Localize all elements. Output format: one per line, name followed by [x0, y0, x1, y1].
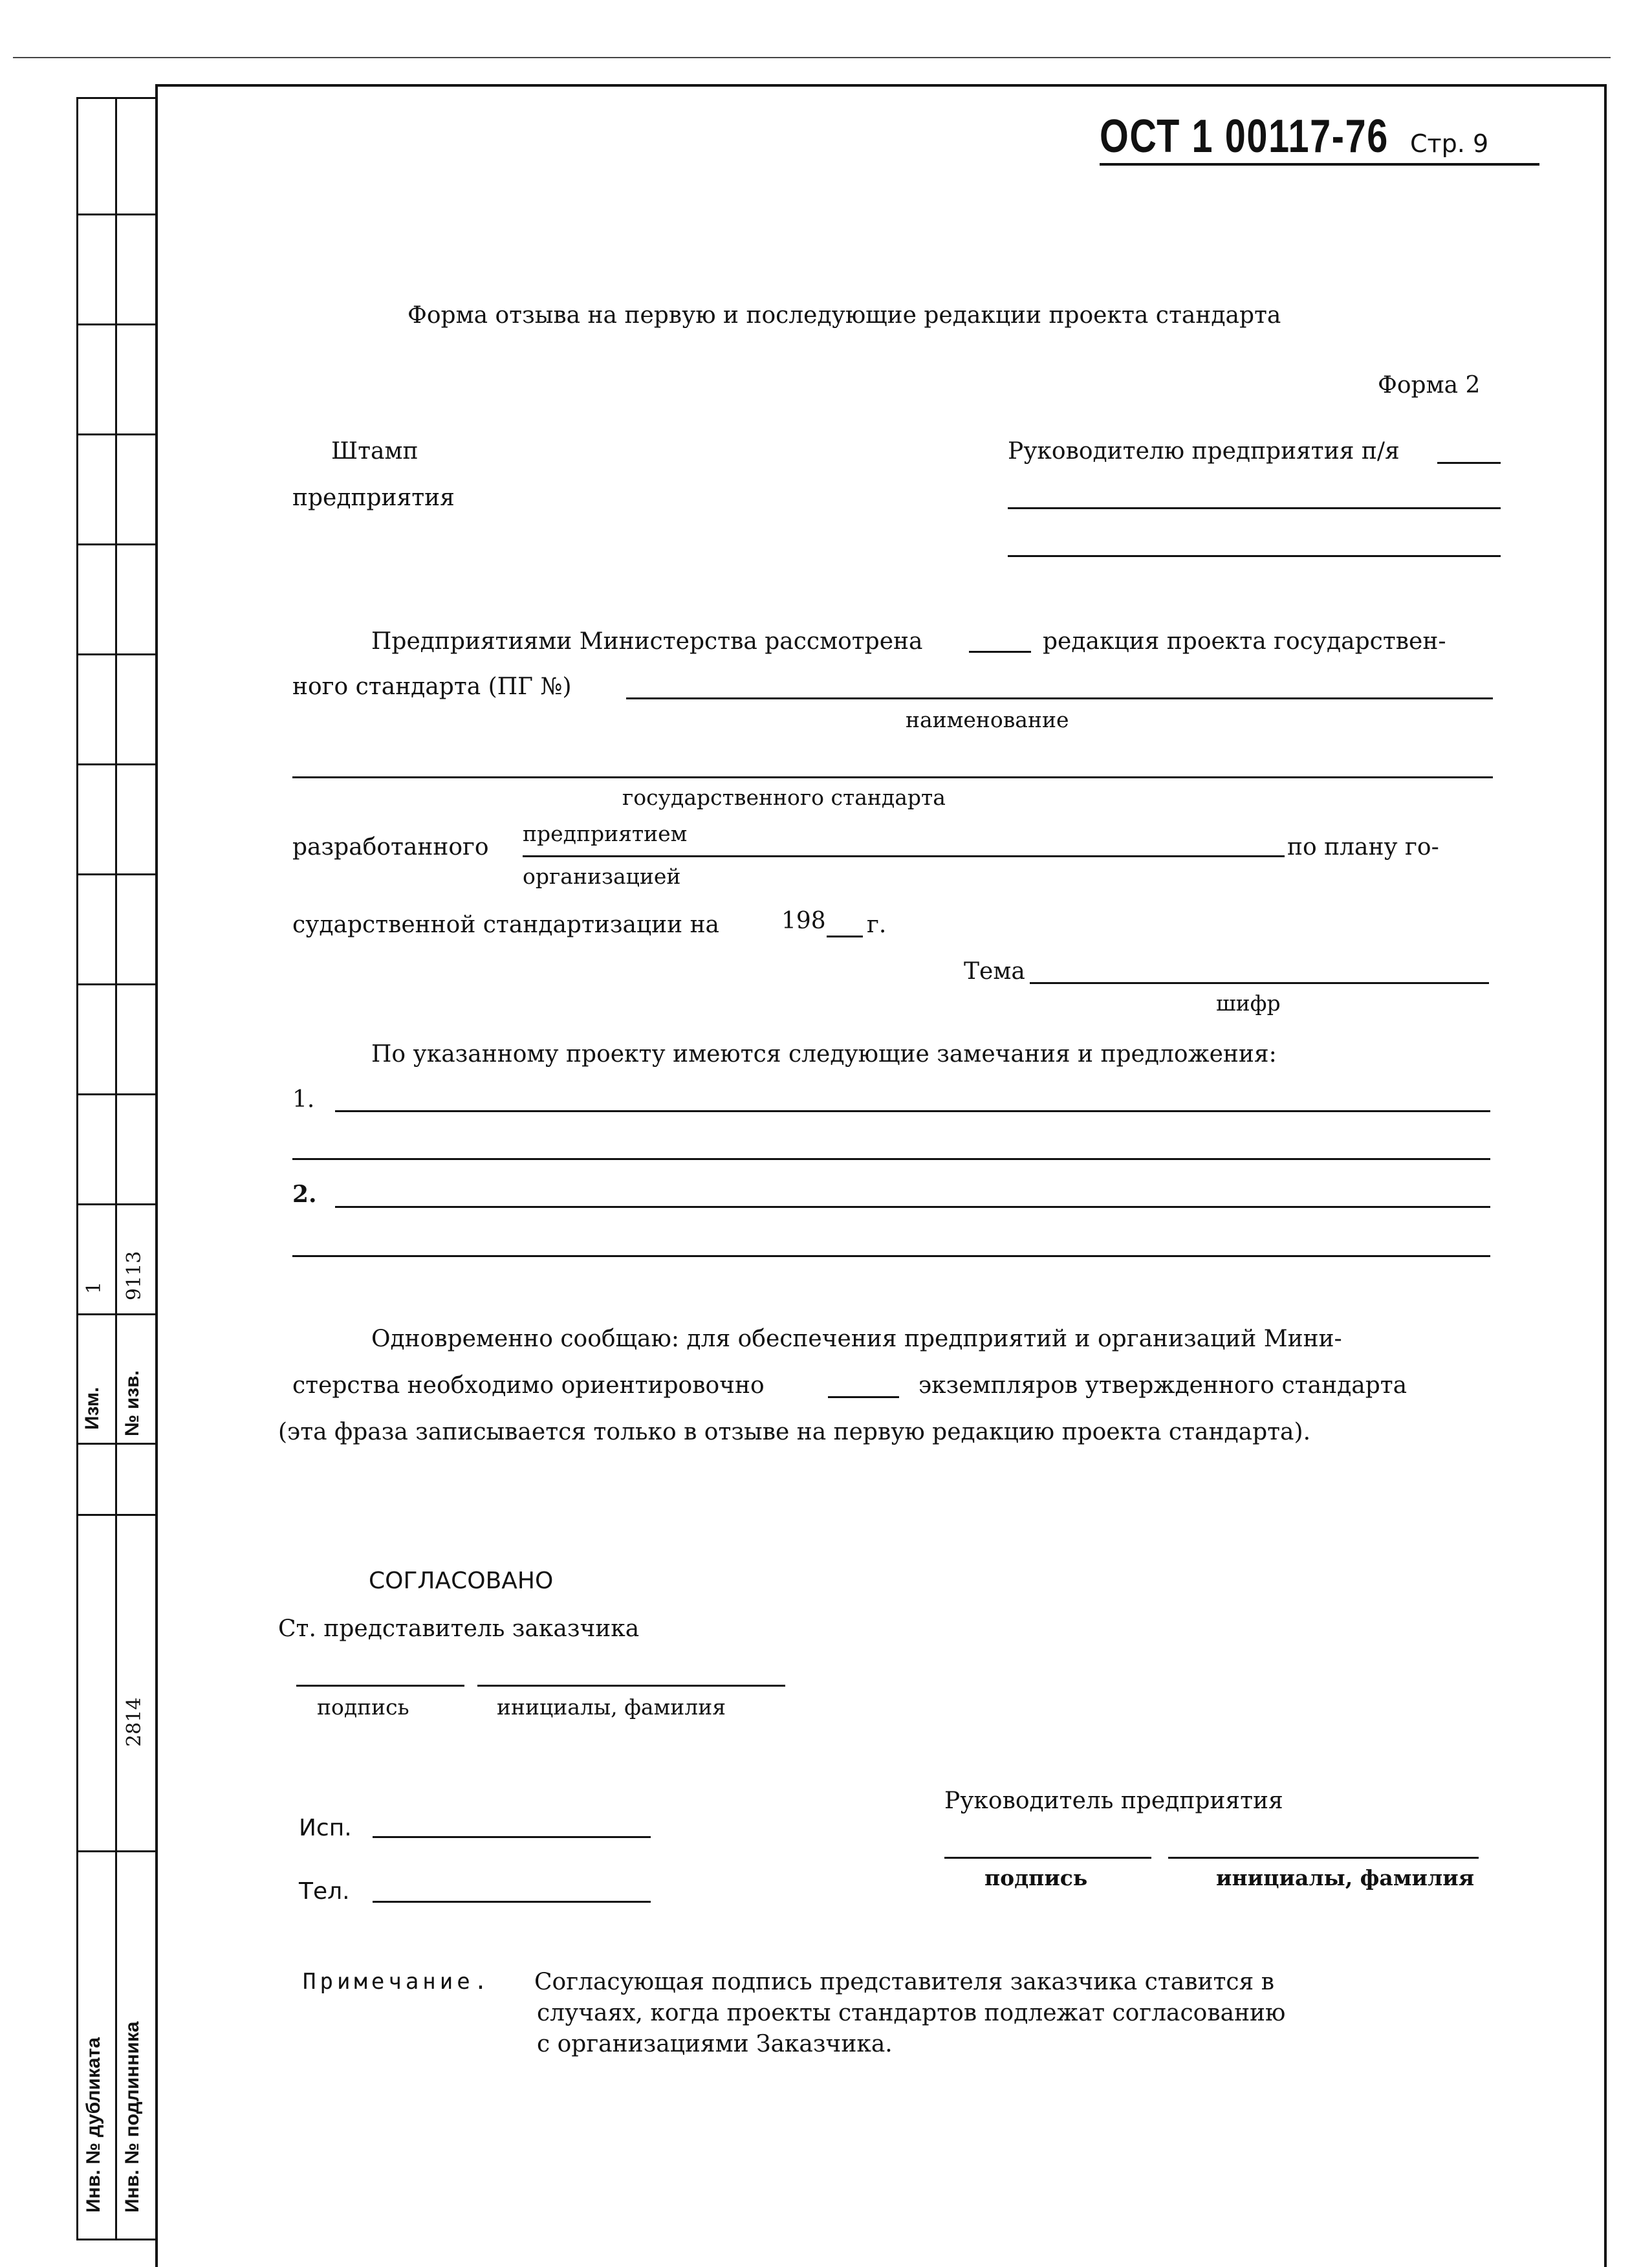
- note-line-2: случаях, когда проекты стандартов подлежат согласованию: [537, 2000, 1286, 2026]
- edition-field[interactable]: [969, 651, 1031, 653]
- year-field[interactable]: [827, 936, 863, 937]
- margin-rule: [76, 983, 157, 985]
- topic-field[interactable]: [1030, 982, 1489, 984]
- margin-original-label: Инв. № подлинника: [122, 2021, 143, 2213]
- addressee-line-3[interactable]: [1008, 555, 1501, 557]
- year-suffix: г.: [867, 912, 887, 938]
- margin-rule: [76, 763, 157, 765]
- para1-mid: редакция проекта государствен-: [1043, 628, 1446, 655]
- stamp-label: Штамп: [331, 438, 418, 465]
- agreed-heading: СОГЛАСОВАНО: [369, 1568, 554, 1594]
- cipher-caption: шифр: [1216, 991, 1281, 1016]
- phone-label: Тел.: [299, 1878, 350, 1905]
- margin-col-line-outer: [76, 97, 78, 2239]
- copies-field[interactable]: [828, 1396, 899, 1398]
- margin-rule: [76, 1313, 157, 1315]
- margin-rule: [76, 543, 157, 545]
- margin-rule: [76, 433, 157, 435]
- margin-rule: [76, 653, 157, 655]
- rep-initials-caption: инициалы, фамилия: [497, 1694, 726, 1720]
- margin-rule: [76, 1093, 157, 1095]
- head-title: Руководитель предприятия: [944, 1788, 1283, 1814]
- margin-rule: [76, 873, 157, 875]
- simultaneous-line-2a: стерства необходимо ориентировочно: [292, 1372, 765, 1399]
- margin-duplicate-number: 2814: [123, 1697, 146, 1747]
- stamp-label-2: предприятия: [292, 485, 455, 511]
- executor-label: Исп.: [299, 1815, 352, 1841]
- margin-rule: [76, 97, 157, 99]
- addressee-line-2[interactable]: [1008, 507, 1501, 509]
- rep-signature-caption: подпись: [317, 1694, 409, 1720]
- margin-rule: [76, 323, 157, 325]
- by-enterprise: предприятием: [523, 821, 688, 846]
- year-prefix: 198: [781, 908, 826, 934]
- head-signature-caption: подпись: [984, 1865, 1088, 1890]
- top-scan-edge: [13, 57, 1611, 58]
- remark-2-field-2[interactable]: [292, 1255, 1490, 1257]
- phone-field[interactable]: [373, 1901, 651, 1903]
- head-initials-field[interactable]: [1168, 1857, 1479, 1859]
- standard-name-field-2[interactable]: [292, 776, 1493, 778]
- margin-rule: [76, 1443, 157, 1445]
- item-2: 2.: [292, 1181, 317, 1208]
- margin-duplicate-label: Инв. № дубликата: [83, 2037, 104, 2213]
- remark-1-field[interactable]: [335, 1110, 1490, 1112]
- para1-start: Предприятиями Министерства рассмотрена: [371, 628, 923, 655]
- simultaneous-line-1: Одновременно сообщаю: для обеспечения предприятий и организаций Мини-: [371, 1326, 1342, 1352]
- standard-code: ОСТ 1 00117-76: [1100, 111, 1389, 162]
- form-number: Форма 2: [1378, 372, 1481, 399]
- note-label: Примечание.: [303, 1969, 492, 1995]
- para1-line2: ного стандарта (ПГ №): [292, 674, 572, 700]
- remarks-intro: По указанному проекту имеются следующие замечания и предложения:: [371, 1041, 1277, 1068]
- note-line-1: Согласующая подпись представителя заказчика ставится в: [534, 1969, 1274, 1995]
- by-organization: организацией: [523, 864, 681, 889]
- caption-state-standard: государственного стандарта: [622, 785, 946, 810]
- margin-change-number: 1: [83, 1281, 105, 1294]
- rep-signature-field[interactable]: [296, 1685, 464, 1687]
- remark-2-field[interactable]: [335, 1206, 1490, 1208]
- margin-change-label: Изм.: [82, 1386, 103, 1430]
- standard-name-field[interactable]: [626, 697, 1493, 699]
- executor-field[interactable]: [373, 1836, 651, 1838]
- caption-name: наименование: [906, 707, 1069, 732]
- margin-rule: [76, 1850, 157, 1852]
- margin-rule: [76, 2239, 157, 2240]
- note-line-3: с организациями Заказчика.: [537, 2031, 893, 2057]
- head-initials-caption: инициалы, фамилия: [1216, 1865, 1475, 1890]
- topic-label: Тема: [964, 958, 1025, 985]
- addressee-field[interactable]: [1437, 462, 1501, 464]
- simultaneous-line-3: (эта фраза записывается только в отзыве на первую редакцию проекта стандарта).: [278, 1419, 1311, 1445]
- plan-continued: сударственной стандартизации на: [292, 912, 720, 938]
- margin-doc-label: № изв.: [122, 1370, 143, 1436]
- remark-1-field-2[interactable]: [292, 1158, 1490, 1160]
- simultaneous-line-2b: экземпляров утвержденного стандарта: [918, 1372, 1407, 1399]
- margin-doc-number: 9113: [123, 1251, 146, 1300]
- page-border: [155, 84, 1607, 2267]
- form-title: Форма отзыва на первую и последующие редакции проекта стандарта: [408, 302, 1281, 329]
- margin-col-line-mid: [115, 97, 117, 2239]
- customer-rep: Ст. представитель заказчика: [278, 1615, 640, 1642]
- margin-rule: [76, 1203, 157, 1205]
- item-1: 1.: [292, 1086, 315, 1113]
- per-plan: по плану го-: [1287, 834, 1439, 860]
- developed-label: разработанного: [292, 834, 489, 860]
- margin-rule: [76, 214, 157, 215]
- header-underline: [1100, 163, 1539, 166]
- rep-initials-field[interactable]: [477, 1685, 785, 1687]
- developer-field[interactable]: [523, 855, 1285, 857]
- addressee: Руководителю предприятия п/я: [1008, 438, 1400, 465]
- head-signature-field[interactable]: [944, 1857, 1151, 1859]
- page-number: Стр. 9: [1410, 129, 1489, 158]
- margin-rule: [76, 1514, 157, 1516]
